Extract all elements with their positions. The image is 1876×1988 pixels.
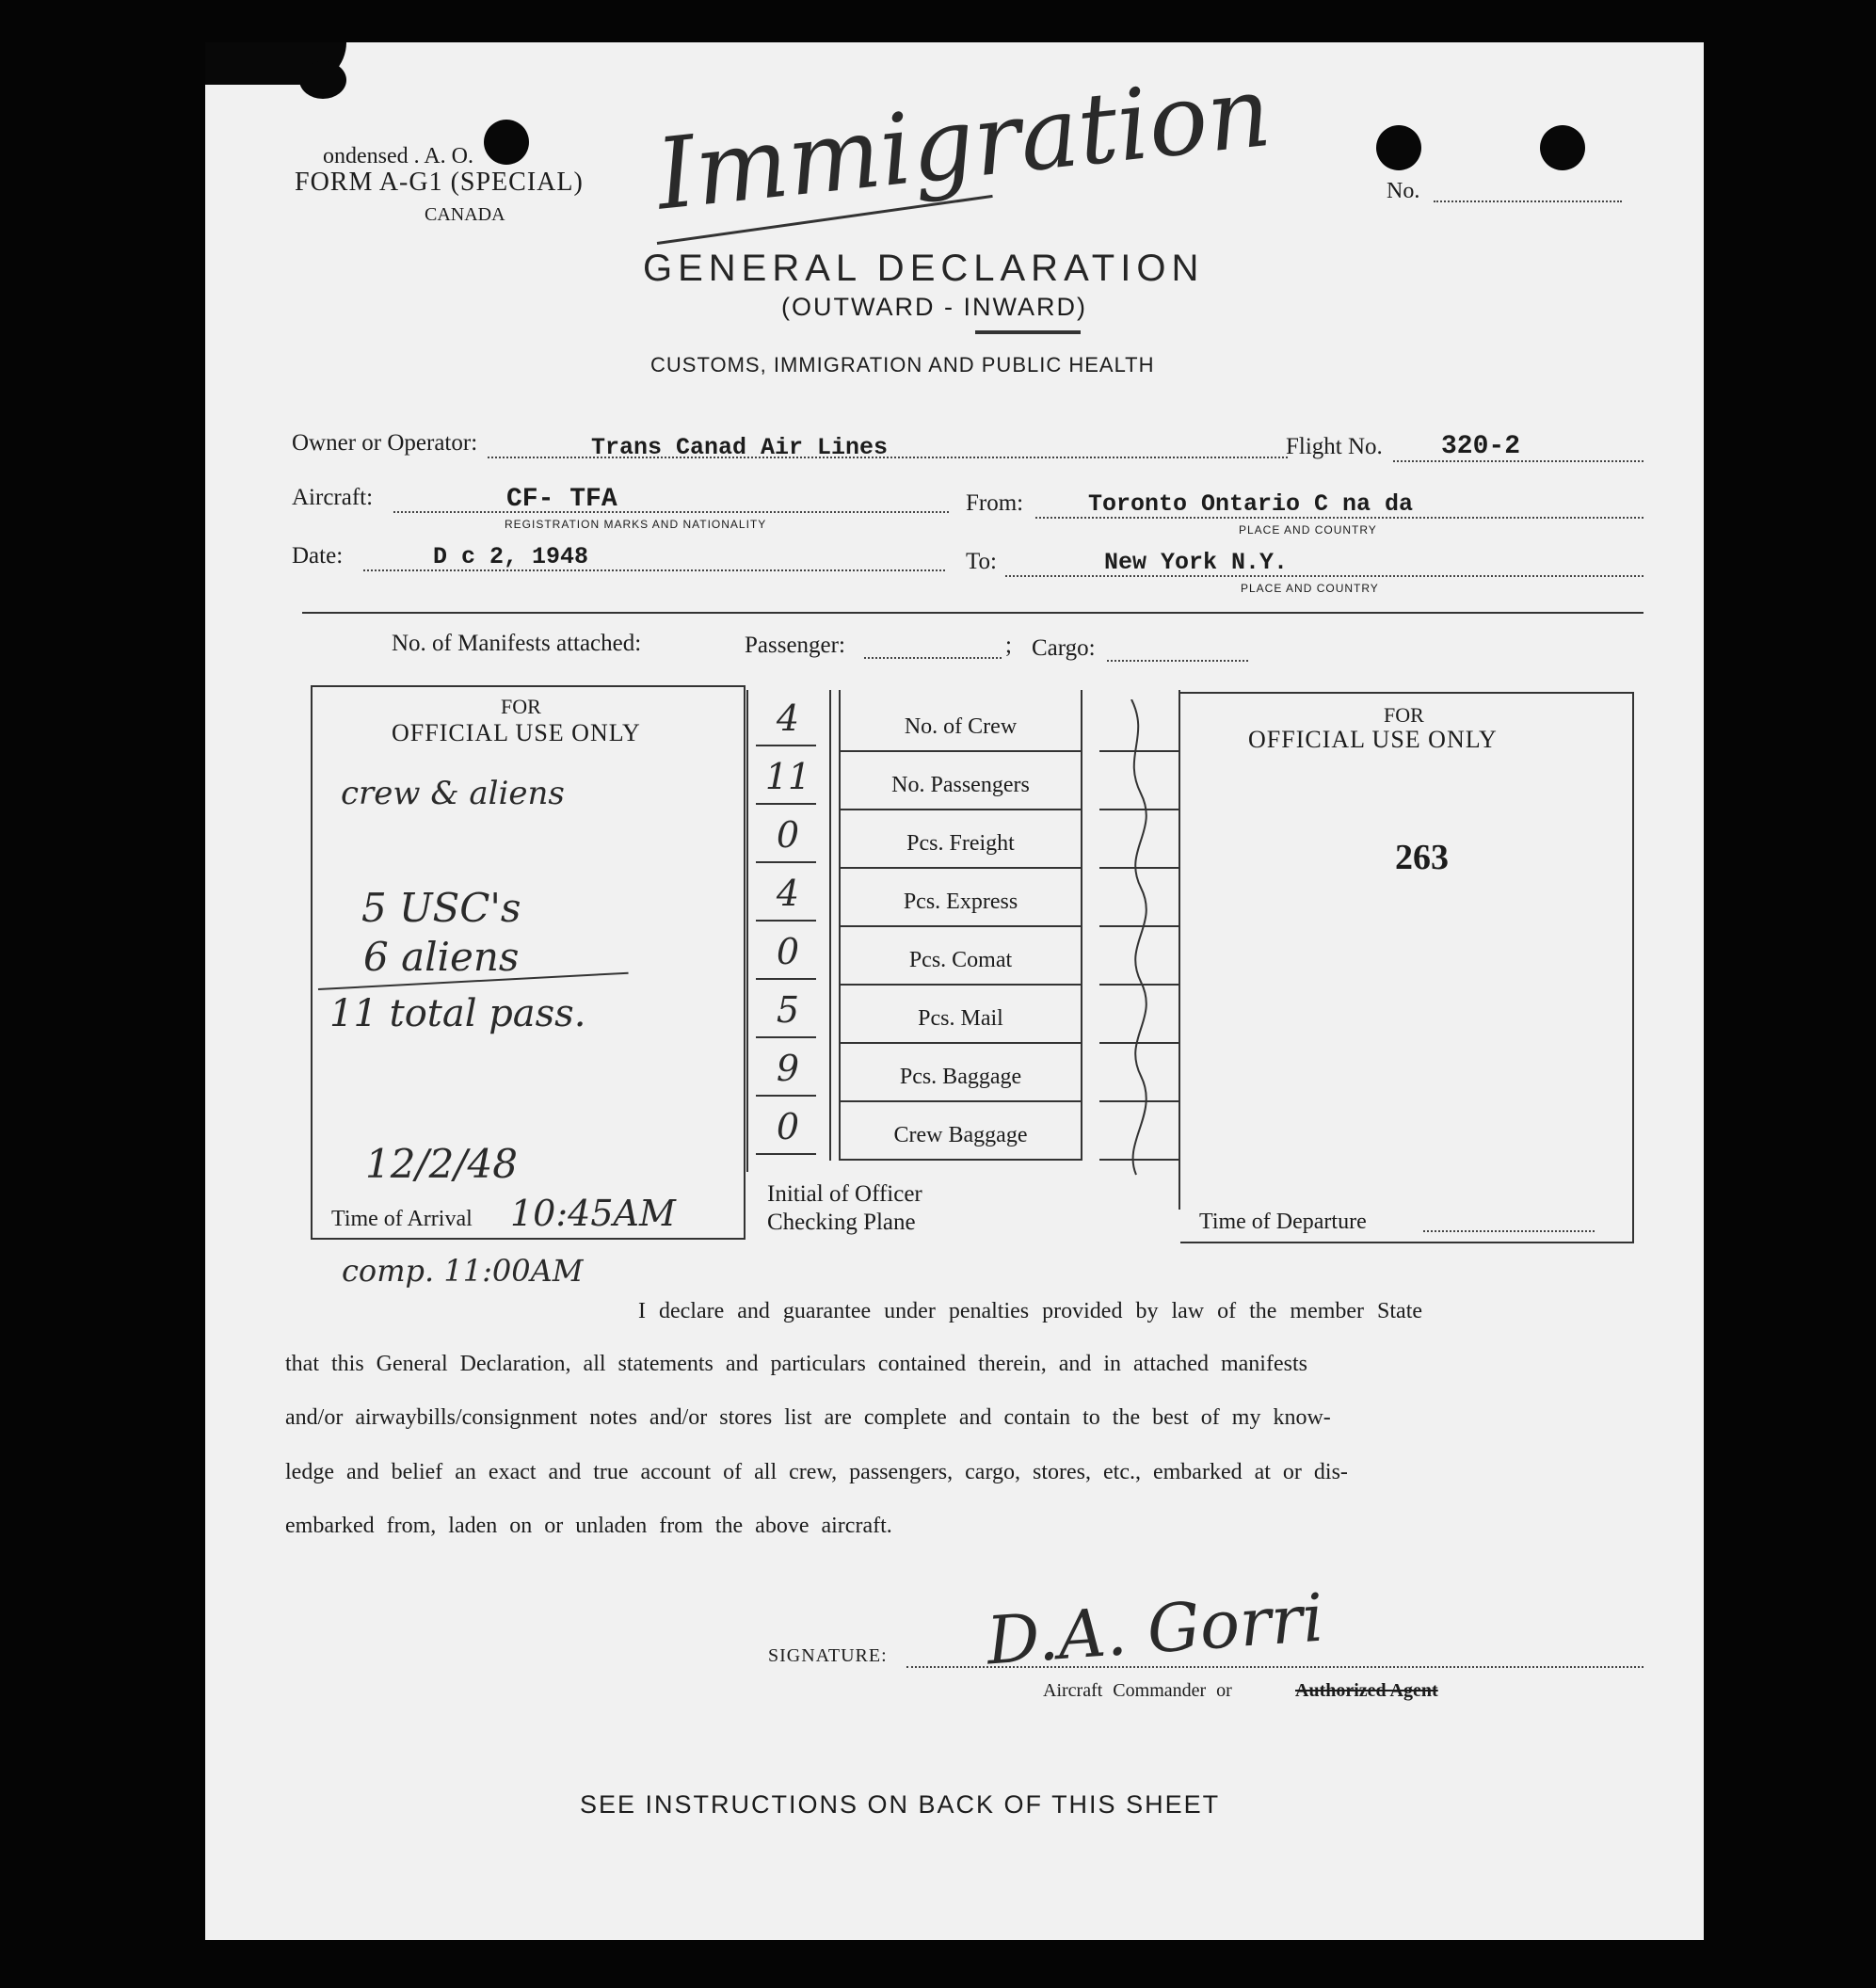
aircraft-value: CF- TFA xyxy=(506,485,617,514)
torn-edge xyxy=(299,61,346,99)
punch-hole-right-2 xyxy=(1540,125,1585,170)
manifests-label: No. of Manifests attached: xyxy=(392,631,642,656)
count-label: Pcs. Express xyxy=(903,890,1018,914)
count-value-rule xyxy=(756,978,816,980)
departure-label: Time of Departure xyxy=(1199,1210,1367,1234)
count-value-rule xyxy=(756,920,816,922)
arrival-value: 10:45AM xyxy=(510,1193,676,1234)
count-value-rule xyxy=(756,1153,816,1155)
comp-note: comp. 11:00AM xyxy=(342,1253,584,1289)
count-row-rule xyxy=(841,984,1081,986)
from-value: Toronto Ontario C na da xyxy=(1088,490,1414,518)
counts-box xyxy=(746,690,1081,1235)
declaration-line-4: ledge and belief an exact and true account of all crew, passengers, cargo, stores, etc., embarked at or dis- xyxy=(285,1460,1348,1484)
aircraft-field-line xyxy=(393,511,949,513)
flight-label: Flight No. xyxy=(1286,434,1383,459)
date-label: Date: xyxy=(292,543,344,569)
date-value: D c 2, 1948 xyxy=(433,543,589,570)
count-label: Pcs. Mail xyxy=(918,1006,1003,1031)
count-row-rule xyxy=(841,1100,1081,1102)
no-label: No. xyxy=(1387,179,1420,203)
signature-label: SIGNATURE: xyxy=(768,1645,888,1666)
no-field xyxy=(1434,200,1622,202)
left-for-label: FOR xyxy=(501,695,541,718)
note-crew-aliens: crew & aliens xyxy=(341,775,565,812)
count-value: 0 xyxy=(776,1106,800,1147)
count-value-rule xyxy=(756,861,816,863)
initial-label-1: Initial of Officer xyxy=(767,1181,922,1207)
note-usc: 5 USC's xyxy=(361,885,521,931)
to-label: To: xyxy=(966,549,997,574)
count-row-rule xyxy=(841,750,1081,752)
declaration-line-1: I declare and guarantee under penalties provided by law of the member State xyxy=(638,1299,1423,1323)
passenger-label: Passenger: xyxy=(745,633,845,658)
cargo-label: Cargo: xyxy=(1032,635,1096,661)
count-value-rule xyxy=(756,1036,816,1038)
handwritten-immigration: Immigration xyxy=(650,53,1276,232)
note-date: 12/2/48 xyxy=(365,1141,518,1187)
arrival-label: Time of Arrival xyxy=(331,1207,473,1231)
aircraft-label: Aircraft: xyxy=(292,485,374,510)
form-line-2: FORM A-G1 (SPECIAL) xyxy=(295,168,584,197)
note-total: 11 total pass. xyxy=(329,992,586,1035)
count-value: 4 xyxy=(776,697,800,739)
count-label: No. Passengers xyxy=(891,773,1030,797)
left-official-label: OFFICIAL USE ONLY xyxy=(392,719,641,746)
owner-label: Owner or Operator: xyxy=(292,430,478,456)
right-official-box xyxy=(1180,692,1634,1243)
departure-field-line xyxy=(1423,1230,1595,1232)
header-rule xyxy=(302,612,1644,614)
count-value-rule xyxy=(756,803,816,805)
wavy-bracket xyxy=(1113,699,1169,1179)
punch-hole-left xyxy=(484,120,529,165)
stamp-number: 263 xyxy=(1395,838,1449,877)
count-value-rule xyxy=(756,1095,816,1097)
count-value: 9 xyxy=(776,1048,800,1089)
from-label: From: xyxy=(966,490,1024,516)
to-caption: PLACE AND COUNTRY xyxy=(1241,582,1379,595)
count-label: Pcs. Freight xyxy=(906,831,1015,856)
count-value: 0 xyxy=(776,931,800,972)
bracket-column xyxy=(1099,690,1194,1210)
left-official-box xyxy=(311,685,746,1240)
instructions-footer: SEE INSTRUCTIONS ON BACK OF THIS SHEET xyxy=(580,1790,1221,1819)
departments-line: CUSTOMS, IMMIGRATION AND PUBLIC HEALTH xyxy=(650,353,1155,377)
count-value: 4 xyxy=(776,873,800,914)
declaration-line-5: embarked from, laden on or unladen from the above aircraft. xyxy=(285,1514,892,1538)
cargo-field-line xyxy=(1107,660,1248,662)
form-sheet: ondensed . A. O. FORM A-G1 (SPECIAL) CANADA Immigration No. GENERAL DECLARATION (OUTWARD - INWARD) CUSTOMS, IMMIGRATION AND PUBLIC HEALTH Owner or Operator: Trans Canad Air Lines Flight No. 320-2 Aircraft: CF- TFA REGISTRATION MARKS AND NATIONALITY From: Toronto Ontario C na da PLACE AND COUNTRY Date: D c 2, 1948 To: New York N.Y. PLACE AND COUNTRY No. of Manifests attached: Passenger: ; Cargo: FOR OFFICIAL USE ONLY crew & aliens 5 USC's 6 aliens 11 total pass. 12/2/48 Time of Arrival 10:45AM comp. 11:00AM 4 No. of Crew 11 No. Passengers 0 Pcs. Freight 4 Pcs. Express 0 Pcs. Comat 5 Pcs. Mail 9 Pcs. Baggage 0 Crew Baggage Initial of Officer Checking Plane FOR OFFICIAL USE ONLY 263 Time of Departure I declare and guarantee under penalties provided by law of the member State that this General Declaration, all statements and particulars contained therein, and in attached manifests and/or airwaybills/consignment notes and/or stores list are complete and contain to the best of my know- ledge and belief an exact and true account of all crew, passengers, cargo, stores, etc., embarked at or dis- embarked from, laden on or unladen from the above aircraft. SIGNATURE: D.A. Gorri Aircraft Commander or Authorized Agent SEE INSTRUCTIONS ON BACK OF THIS SHEET xyxy=(205,42,1704,1940)
initial-label-2: Checking Plane xyxy=(767,1210,916,1235)
from-caption: PLACE AND COUNTRY xyxy=(1239,523,1377,537)
punch-hole-right-1 xyxy=(1376,125,1421,170)
signature-caption-2: Authorized Agent xyxy=(1295,1680,1438,1701)
count-value: 11 xyxy=(764,756,811,797)
count-label: Pcs. Baggage xyxy=(899,1065,1022,1089)
form-line-3: CANADA xyxy=(425,204,505,225)
declaration-line-3: and/or airwaybills/consignment notes and/or stores list are complete and contain to the best of my know- xyxy=(285,1405,1331,1430)
signature-value: D.A. Gorri xyxy=(984,1579,1326,1680)
count-row-rule xyxy=(841,1159,1081,1161)
signature-caption-1: Aircraft Commander or xyxy=(1043,1680,1232,1701)
count-row-rule xyxy=(841,1042,1081,1044)
count-label: Pcs. Comat xyxy=(908,948,1013,972)
declaration-line-2: that this General Declaration, all statements and particulars contained therein, and in attached manifests xyxy=(285,1352,1307,1376)
count-value: 5 xyxy=(776,989,800,1031)
to-field-line xyxy=(1005,575,1644,577)
owner-value: Trans Canad Air Lines xyxy=(591,434,889,461)
count-label: No. of Crew xyxy=(904,714,1018,739)
document-subtitle: (OUTWARD - INWARD) xyxy=(781,293,1087,321)
right-official-label: OFFICIAL USE ONLY xyxy=(1248,726,1498,753)
count-value-rule xyxy=(756,745,816,746)
right-for-label: FOR xyxy=(1384,703,1424,727)
count-row-rule xyxy=(841,867,1081,869)
count-label: Crew Baggage xyxy=(893,1123,1028,1147)
passenger-field-line xyxy=(864,657,1002,659)
count-row-rule xyxy=(841,925,1081,927)
count-row-rule xyxy=(841,809,1081,810)
count-value: 0 xyxy=(776,814,800,856)
aircraft-caption: REGISTRATION MARKS AND NATIONALITY xyxy=(505,518,767,531)
note-aliens: 6 aliens xyxy=(363,934,520,980)
to-value: New York N.Y. xyxy=(1104,549,1289,576)
flight-value: 320-2 xyxy=(1441,432,1521,461)
form-line-1: ondensed . A. O. xyxy=(323,144,473,168)
title-rule xyxy=(975,330,1081,334)
document-title: GENERAL DECLARATION xyxy=(643,248,1205,289)
